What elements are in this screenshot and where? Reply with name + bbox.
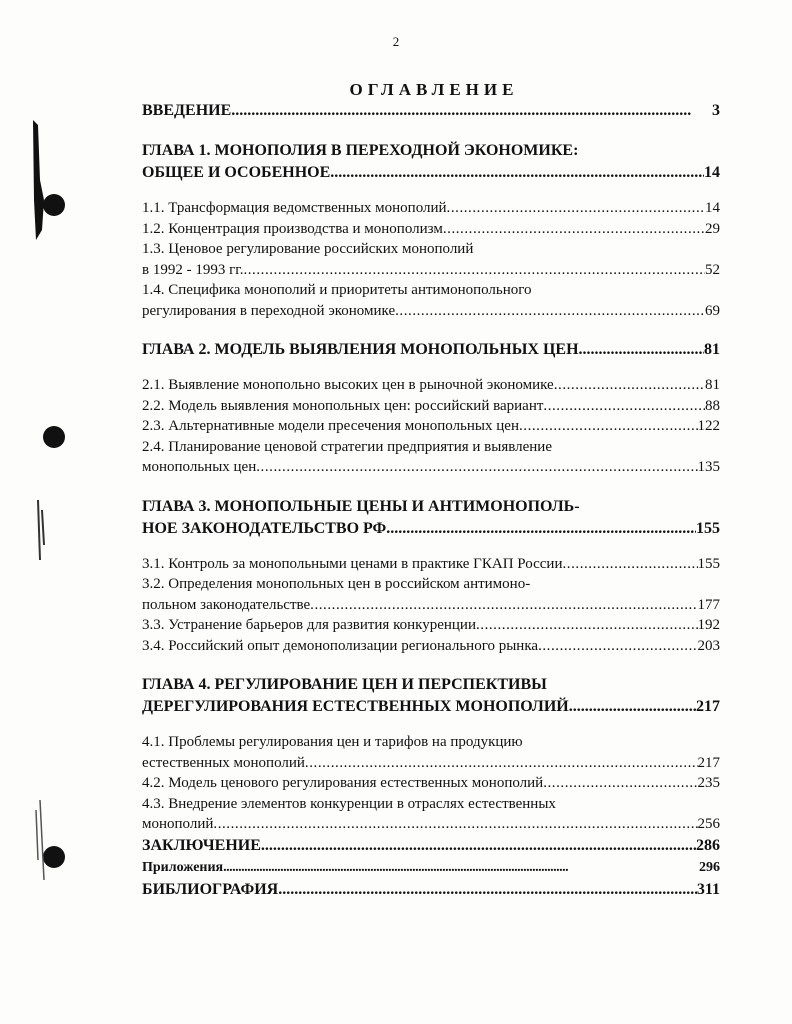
toc-entry-chapter-4[interactable] <box>142 696 720 718</box>
toc-page-number: 177 <box>697 596 720 613</box>
dot-leader <box>310 595 697 616</box>
scan-smudge-2 <box>36 800 44 880</box>
page-number: 2 <box>392 34 400 49</box>
dot-leader <box>231 100 712 122</box>
chapter-4-heading-line1[interactable]: ГЛАВА 4. РЕГУЛИРОВАНИЕ ЦЕН И ПЕРСПЕКТИВЫ <box>142 676 547 693</box>
dot-leader <box>256 457 697 478</box>
dot-leader <box>519 416 698 437</box>
toc-entry-label: ВВЕДЕНИЕ <box>142 102 232 119</box>
toc-entry-1-1[interactable] <box>142 198 720 219</box>
toc-entry-2-3[interactable] <box>142 416 720 437</box>
toc-entry-2-4[interactable] <box>142 457 720 478</box>
toc-page-number: 235 <box>697 775 720 791</box>
dot-leader <box>223 857 699 879</box>
toc-entry-label: монопольных цен <box>142 459 257 475</box>
dot-leader <box>569 696 696 718</box>
dot-leader <box>243 260 705 281</box>
toc-entry-1-4[interactable] <box>142 301 720 322</box>
toc-page-number: 3 <box>712 102 720 119</box>
toc-entry-label: ГЛАВА 2. МОДЕЛЬ ВЫЯВЛЕНИЯ МОНОПОЛЬНЫХ ЦЕН <box>142 341 579 358</box>
toc-entry-1-3-line1[interactable]: 1.3. Ценовое регулирование российских монополий <box>142 241 474 257</box>
dot-leader <box>447 198 705 219</box>
dot-leader <box>563 554 698 575</box>
toc-page-number: 69 <box>705 302 720 319</box>
toc-entry-label: 2.3. Альтернативные модели пресечения монопольных цен <box>142 418 519 434</box>
toc-entry-label: естественных монополий <box>142 754 305 771</box>
toc-entry-bibliography[interactable] <box>142 879 720 901</box>
toc-page-number: 52 <box>705 261 720 278</box>
punch-hole-3 <box>43 846 65 868</box>
chapter-3-heading-line1[interactable]: ГЛАВА 3. МОНОПОЛЬНЫЕ ЦЕНЫ И АНТИМОНОПОЛЬ- <box>142 497 580 515</box>
toc-entry-label: НОЕ ЗАКОНОДАТЕЛЬСТВО РФ <box>142 519 387 537</box>
toc-page-number: 14 <box>705 200 720 216</box>
toc-entry-2-1[interactable] <box>142 375 720 396</box>
dot-leader <box>543 773 697 794</box>
toc-entry-1-2[interactable] <box>142 219 720 240</box>
dot-leader <box>278 879 697 901</box>
scan-smudge <box>38 500 44 560</box>
dot-leader <box>305 753 698 774</box>
dot-leader <box>554 375 705 396</box>
toc-page-number: 29 <box>705 220 720 237</box>
toc-page-number: 122 <box>697 418 720 434</box>
page-title: ОГЛАВЛЕНИЕ <box>349 80 519 99</box>
toc-entry-4-1-line1[interactable]: 4.1. Проблемы регулирования цен и тарифов на продукцию <box>142 734 523 750</box>
toc-entry-label: 2.1. Выявление монопольно высоких цен в рыночной экономике <box>142 377 554 393</box>
toc-page-number: 81 <box>704 341 720 358</box>
toc-entry-label: 1.2. Концентрация производства и монополизм <box>142 220 443 237</box>
toc-entry-3-1[interactable] <box>142 554 720 575</box>
toc-page-number: 217 <box>697 754 720 771</box>
toc-entry-label: ЗАКЛЮЧЕНИЕ <box>142 836 261 854</box>
toc-entry-label: регулирования в переходной экономике <box>142 302 396 319</box>
toc-page-number: 88 <box>705 397 720 414</box>
toc-entry-2-4-line1[interactable]: 2.4. Планирование ценовой стратегии предприятия и выявление <box>142 438 552 455</box>
toc-page-number: 135 <box>697 459 720 475</box>
toc-entry-3-3[interactable] <box>142 615 720 636</box>
toc-entry-conclusion[interactable] <box>142 835 720 857</box>
toc-entry-chapter-2[interactable] <box>142 339 720 361</box>
toc-entry-1-4-line1[interactable]: 1.4. Специфика монополий и приоритеты антимонопольного <box>142 282 532 298</box>
toc-entry-1-3[interactable] <box>142 260 720 281</box>
scan-edge-mark <box>33 120 44 240</box>
toc-entry-label: 4.2. Модель ценового регулирования естественных монополий <box>142 775 544 791</box>
toc-entry-label: монополий <box>142 816 214 832</box>
toc-page-number: 203 <box>697 637 720 654</box>
toc-entry-3-4[interactable] <box>142 636 720 657</box>
toc-entry-2-2[interactable] <box>142 396 720 417</box>
toc-entry-intro[interactable] <box>142 100 720 122</box>
chapter-1-heading-line1[interactable]: ГЛАВА 1. МОНОПОЛИЯ В ПЕРЕХОДНОЙ ЭКОНОМИКЕ: <box>142 142 579 159</box>
toc-entry-4-1[interactable] <box>142 753 720 774</box>
toc-entry-label: 3.1. Контроль за монопольными ценами в практике ГКАП России <box>142 555 563 572</box>
dot-leader <box>213 814 697 835</box>
toc-entry-label: БИБЛИОГРАФИЯ <box>142 880 279 898</box>
toc-entry-label: 2.2. Модель выявления монопольных цен: российский вариант <box>142 397 544 414</box>
dot-leader <box>579 339 704 361</box>
dot-leader <box>543 396 705 417</box>
toc-entry-label: Приложения <box>142 859 224 875</box>
toc-page-number: 286 <box>696 836 720 854</box>
toc-page-number: 311 <box>696 880 720 898</box>
dot-leader <box>538 636 697 657</box>
toc-entry-label: ОБЩЕЕ И ОСОБЕННОЕ <box>142 164 331 181</box>
binder-holes <box>0 0 70 1024</box>
toc-page-number: 81 <box>705 377 720 393</box>
dot-leader <box>395 301 705 322</box>
dot-leader <box>386 518 696 540</box>
toc-entry-label: 3.3. Устранение барьеров для развития конкуренции <box>142 617 476 633</box>
toc-entry-label: 3.4. Российский опыт демонополизации регионального рынка <box>142 637 539 654</box>
toc-page-number: 296 <box>699 859 720 875</box>
toc-entry-label: 1.1. Трансформация ведомственных монополий <box>142 200 447 216</box>
toc-page-number: 14 <box>704 164 720 181</box>
toc-entry-label: польном законодательстве <box>142 596 311 613</box>
toc-entry-label: в 1992 - 1993 гг. <box>142 261 244 278</box>
toc-entry-appendix[interactable] <box>142 857 720 879</box>
toc-entry-4-3[interactable] <box>142 814 720 835</box>
punch-hole-1 <box>43 194 65 216</box>
toc-entry-3-2[interactable] <box>142 595 720 616</box>
toc-page-number: 155 <box>696 519 720 537</box>
dot-leader <box>261 835 696 857</box>
table-of-contents <box>142 100 720 901</box>
dot-leader <box>330 162 704 184</box>
toc-page-number: 256 <box>697 816 720 832</box>
dot-leader <box>476 615 698 636</box>
dot-leader <box>443 219 705 240</box>
toc-entry-chapter-3[interactable] <box>142 518 720 540</box>
punch-hole-2 <box>43 426 65 448</box>
toc-entry-chapter-1[interactable] <box>142 162 720 184</box>
toc-page-number: 155 <box>697 555 720 572</box>
toc-entry-label: ДЕРЕГУЛИРОВАНИЯ ЕСТЕСТВЕННЫХ МОНОПОЛИЙ <box>142 698 569 715</box>
toc-page-number: 192 <box>697 617 720 633</box>
toc-entry-4-2[interactable] <box>142 773 720 794</box>
toc-entry-4-3-line1[interactable]: 4.3. Внедрение элементов конкуренции в отраслях естественных <box>142 795 556 812</box>
toc-page-number: 217 <box>696 698 720 715</box>
toc-entry-3-2-line1[interactable]: 3.2. Определения монопольных цен в российском антимоно- <box>142 576 531 592</box>
